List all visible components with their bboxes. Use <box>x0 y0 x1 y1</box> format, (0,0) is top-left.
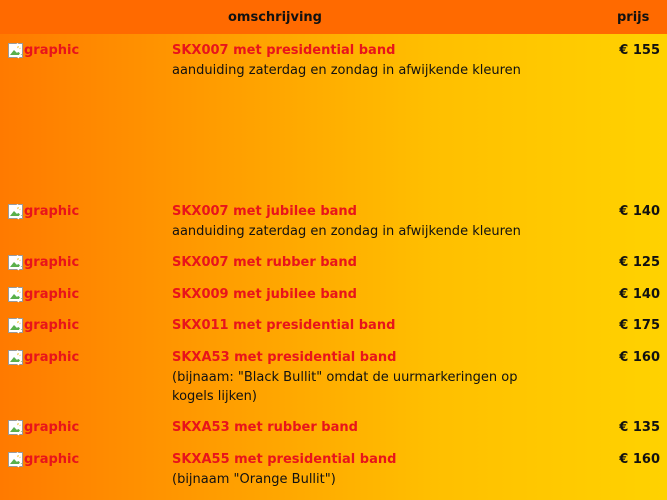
product-subtitle: aanduiding zaterdag en zondag in afwijkende kleuren <box>172 63 521 78</box>
product-description <box>172 42 532 80</box>
product-description <box>172 203 532 241</box>
product-price: € 125 <box>619 255 660 270</box>
product-price: € 140 <box>619 204 660 219</box>
product-price: € 160 <box>619 350 660 365</box>
product-subtitle: (bijnaam: "Black Bullit" omdat de uurmarkeringen op kogels lijken) <box>172 370 518 404</box>
product-price: € 175 <box>619 318 660 333</box>
product-image[interactable] <box>8 286 79 304</box>
product-title: SKXA53 met rubber band <box>172 420 358 435</box>
broken-image-icon <box>8 204 24 220</box>
product-image[interactable] <box>8 203 79 221</box>
column-header-price: prijs <box>617 10 650 25</box>
product-title: SKX007 met rubber band <box>172 255 357 270</box>
product-description <box>172 254 532 272</box>
column-header-description: omschrijving <box>228 10 322 25</box>
image-alt-text: graphic <box>24 287 80 302</box>
product-price: € 155 <box>619 43 660 58</box>
product-title: SKX007 met presidential band <box>172 43 396 58</box>
product-image[interactable] <box>8 317 79 335</box>
broken-image-icon <box>8 287 24 303</box>
product-subtitle: (bijnaam "Orange Bullit") <box>172 472 336 487</box>
broken-image-icon <box>8 420 24 436</box>
image-alt-text: graphic <box>24 43 80 58</box>
product-image[interactable] <box>8 42 79 60</box>
broken-image-icon <box>8 43 24 59</box>
product-description <box>172 451 532 489</box>
product-image[interactable] <box>8 254 79 272</box>
product-description <box>172 317 532 335</box>
broken-image-icon <box>8 350 24 366</box>
product-title: SKX011 met presidential band <box>172 318 396 333</box>
product-price: € 140 <box>619 287 660 302</box>
image-alt-text: graphic <box>24 204 80 219</box>
product-title: SKXA53 met presidential band <box>172 350 397 365</box>
product-description <box>172 286 532 304</box>
product-image[interactable] <box>8 419 79 437</box>
image-alt-text: graphic <box>24 420 80 435</box>
product-subtitle: aanduiding zaterdag en zondag in afwijkende kleuren <box>172 224 521 239</box>
product-image[interactable] <box>8 451 79 469</box>
product-description <box>172 349 532 406</box>
broken-image-icon <box>8 255 24 271</box>
image-alt-text: graphic <box>24 350 80 365</box>
product-description <box>172 419 532 437</box>
product-title: SKX007 met jubilee band <box>172 204 357 219</box>
broken-image-icon <box>8 452 24 468</box>
image-alt-text: graphic <box>24 255 80 270</box>
image-alt-text: graphic <box>24 452 80 467</box>
image-alt-text: graphic <box>24 318 80 333</box>
product-price: € 135 <box>619 420 660 435</box>
product-title: SKXA55 met presidential band <box>172 452 397 467</box>
product-price: € 160 <box>619 452 660 467</box>
table-header <box>0 0 667 34</box>
product-title: SKX009 met jubilee band <box>172 287 357 302</box>
product-image[interactable] <box>8 349 79 367</box>
broken-image-icon <box>8 318 24 334</box>
